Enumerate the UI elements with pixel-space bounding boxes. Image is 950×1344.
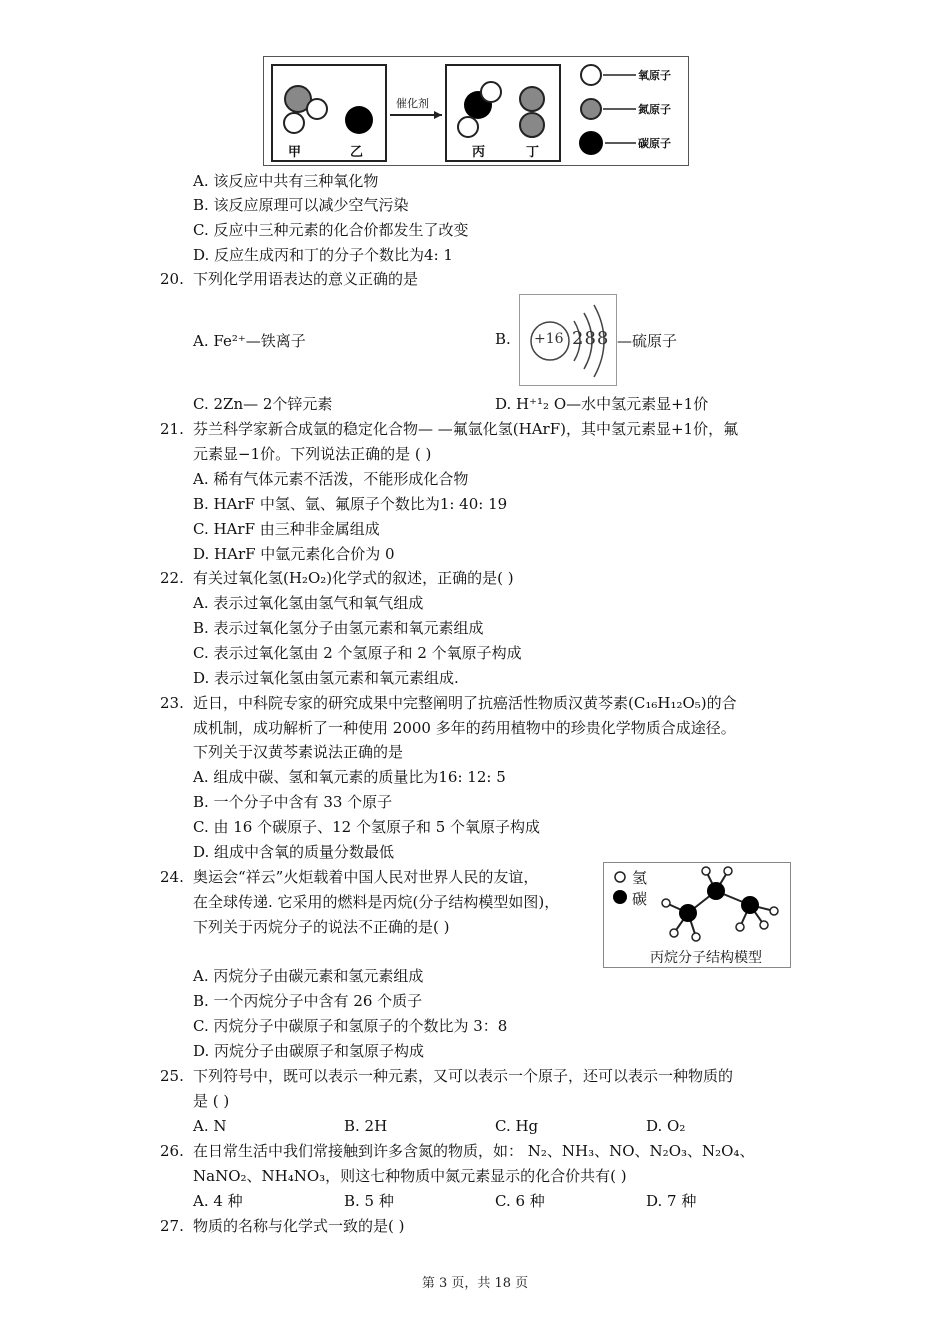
q26-option-a: A. 4 种 <box>193 1192 243 1210</box>
q22-stem: 有关过氧化氢(H₂O₂)化学式的叙述，正确的是( ) <box>193 569 514 587</box>
q24-option-b: B. 一个丙烷分子中含有 26 个质子 <box>193 992 423 1010</box>
q21-option-a: A. 稀有气体元素不活泼，不能形成化合物 <box>193 470 469 488</box>
page-footer: 第 3 页，共 18 页 <box>421 1276 529 1291</box>
q19-option-c: C. 反应中三种元素的化合价都发生了改变 <box>193 221 469 239</box>
legend-carbon: 碳原子 <box>638 137 671 150</box>
q24-number: 24. <box>160 868 184 886</box>
q22-option-d: D. 表示过氧化氢由氢元素和氧元素组成. <box>193 669 459 687</box>
q23-option-d: D. 组成中含氧的质量分数最低 <box>193 843 395 861</box>
q25-stem-line2: 是 ( ) <box>193 1092 230 1110</box>
q24-option-c: C. 丙烷分子中碳原子和氢原子的个数比为 3：8 <box>193 1017 508 1035</box>
q21-number: 21. <box>160 420 184 438</box>
catalyst-label: 催化剂 <box>396 97 429 110</box>
propane-legend-hydrogen: 氢 <box>632 869 648 887</box>
q23-option-a: A. 组成中碳、氢和氧元素的质量比为16: 12: 5 <box>193 768 506 786</box>
q24-option-a: A. 丙烷分子由碳元素和氢元素组成 <box>193 967 424 985</box>
q24-stem-line2: 在全球传递. 它采用的燃料是丙烷(分子结构模型如图)， <box>193 893 560 911</box>
q24-option-d: D. 丙烷分子由碳原子和氢原子构成 <box>193 1042 425 1060</box>
reaction-diagram <box>263 56 689 166</box>
q20-option-c: C. 2Zn— 2个锌元素 <box>193 395 333 413</box>
q23-option-b: B. 一个分子中含有 33 个原子 <box>193 793 393 811</box>
q25-option-d: D. O₂ <box>646 1117 686 1135</box>
label-yi: 乙 <box>350 145 364 160</box>
sulfur-shells: 288 <box>572 328 610 349</box>
propane-model-figure <box>603 862 791 968</box>
sulfur-atom-diagram <box>519 294 617 386</box>
q19-option-b: B. 该反应原理可以减少空气污染 <box>193 196 409 214</box>
q21-option-d: D. HArF 中氩元素化合价为 0 <box>193 545 395 563</box>
q26-option-d: D. 7 种 <box>646 1192 697 1210</box>
q25-stem-line1: 下列符号中，既可以表示一种元素，又可以表示一个原子，还可以表示一种物质的 <box>193 1067 734 1085</box>
q26-stem-line2: NaNO₂、NH₄NO₃，则这七种物质中氮元素显示的化合价共有( ) <box>193 1167 627 1185</box>
q22-option-b: B. 表示过氧化氢分子由氢元素和氧元素组成 <box>193 619 484 637</box>
q26-option-b: B. 5 种 <box>344 1192 394 1210</box>
q20-option-d: D. H⁺¹₂ O—水中氢元素显+1价 <box>495 395 709 413</box>
q25-option-b: B. 2H <box>344 1117 388 1135</box>
q22-option-c: C. 表示过氧化氢由 2 个氢原子和 2 个氧原子构成 <box>193 644 522 662</box>
q23-stem-line3: 下列关于汉黄芩素说法正确的是 <box>193 743 404 761</box>
q19-option-d: D. 反应生成丙和丁的分子个数比为4: 1 <box>193 246 453 264</box>
sulfur-nucleus: +16 <box>534 331 564 347</box>
q20-number: 20. <box>160 270 184 288</box>
q26-number: 26. <box>160 1142 184 1160</box>
propane-legend-carbon: 碳 <box>632 890 648 908</box>
q20-option-a: A. Fe²⁺—铁离子 <box>193 332 306 350</box>
q25-option-c: C. Hg <box>495 1117 539 1135</box>
q20-option-b-letter: B. <box>495 330 511 348</box>
q24-stem-line3: 下列关于丙烷分子的说法不正确的是( ) <box>193 918 450 936</box>
q26-stem-line1: 在日常生活中我们常接触到许多含氮的物质，如： N₂、NH₃、NO、N₂O₃、N₂O₄、 <box>193 1142 755 1160</box>
q23-number: 23. <box>160 694 184 712</box>
label-ding: 丁 <box>526 145 540 160</box>
q20-stem: 下列化学用语表达的意义正确的是 <box>193 270 419 288</box>
q26-option-c: C. 6 种 <box>495 1192 545 1210</box>
q23-stem-line2: 成机制，成功解析了一种使用 2000 多年的药用植物中的珍贵化学物质合成途径。 <box>193 719 736 737</box>
q21-stem-line2: 元素显−1价。下列说法正确的是 ( ) <box>193 445 432 463</box>
q22-number: 22. <box>160 569 184 587</box>
q20-option-b-text: —硫原子 <box>617 332 678 350</box>
propane-caption: 丙烷分子结构模型 <box>650 950 762 966</box>
q27-number: 27. <box>160 1217 184 1235</box>
q27-stem: 物质的名称与化学式一致的是( ) <box>193 1217 405 1235</box>
q22-option-a: A. 表示过氧化氢由氢气和氧气组成 <box>193 594 424 612</box>
q25-option-a: A. N <box>193 1117 227 1135</box>
q24-stem-line1: 奥运会“祥云”火炬载着中国人民对世界人民的友谊， <box>193 868 539 886</box>
q21-option-c: C. HArF 由三种非金属组成 <box>193 520 380 538</box>
q21-stem-line1: 芬兰科学家新合成氩的稳定化合物— —氟氩化氢(HArF)，其中氢元素显+1价，氟 <box>193 420 739 438</box>
label-jia: 甲 <box>288 145 302 160</box>
q25-number: 25. <box>160 1067 184 1085</box>
label-bing: 丙 <box>472 145 486 160</box>
legend-oxygen: 氧原子 <box>638 69 671 82</box>
q19-option-a: A. 该反应中共有三种氧化物 <box>193 172 379 190</box>
q23-option-c: C. 由 16 个碳原子、12 个氢原子和 5 个氧原子构成 <box>193 818 541 836</box>
legend-nitrogen: 氮原子 <box>638 103 671 116</box>
q21-option-b: B. HArF 中氢、氩、氟原子个数比为1: 40: 19 <box>193 495 508 513</box>
q23-stem-line1: 近日，中科院专家的研究成果中完整阐明了抗癌活性物质汉黄芩素(C₁₆H₁₂O₅)的合 <box>193 694 737 712</box>
